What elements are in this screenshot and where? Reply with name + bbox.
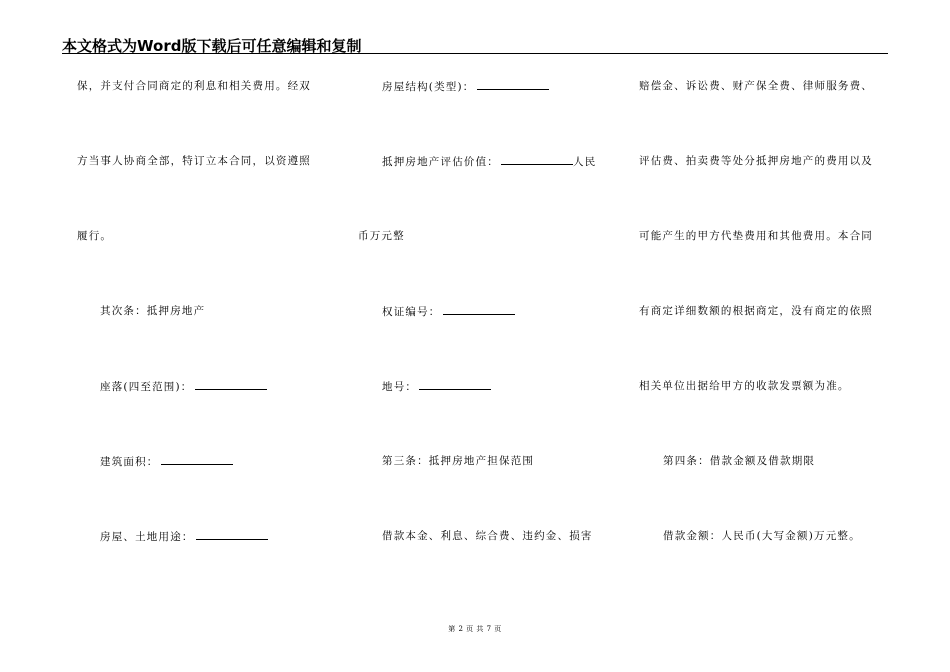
col1-line-6 <box>100 454 233 469</box>
line-text: 地号： <box>382 381 418 393</box>
line-text: 履行。 <box>77 230 113 242</box>
col2-line-6 <box>382 454 534 468</box>
document-header-title: 本文格式为Word版下载后可任意编辑和复制 <box>62 37 362 55</box>
col2-line-5 <box>382 379 491 394</box>
col2-line-2 <box>382 154 596 169</box>
fill-in-blank <box>196 529 268 540</box>
col3-line-5 <box>639 379 850 393</box>
col1-line-5 <box>100 379 267 394</box>
line-text: 保，并支付合同商定的利息和相关费用。经双 <box>77 80 311 92</box>
line-text: 权证编号： <box>382 306 441 318</box>
col2-line-1 <box>382 79 549 94</box>
line-text: 赔偿金、诉讼费、财产保全费、律师服务费、 <box>639 80 873 92</box>
line-text: 币万元整 <box>358 230 405 242</box>
col1-line-3 <box>77 229 112 243</box>
col1-line-4 <box>100 304 205 318</box>
line-text: 有商定详细数额的根据商定，没有商定的依照 <box>639 305 873 317</box>
line-text: 第四条：借款金额及借款期限 <box>663 455 816 467</box>
line-text: 借款本金、利息、综合费、违约金、损害 <box>382 530 593 542</box>
line-text: 房屋、土地用途： <box>100 531 194 543</box>
line-text: 其次条：抵押房地产 <box>100 305 206 317</box>
fill-in-blank <box>443 304 515 315</box>
fill-in-blank <box>161 454 233 465</box>
line-text: 可能产生的甲方代垫费用和其他费用。本合同 <box>639 230 873 242</box>
page-number: 第 2 页 共 7 页 <box>448 625 502 633</box>
col3-line-1 <box>639 79 873 93</box>
col2-line-3 <box>358 229 405 243</box>
col3-line-6 <box>663 454 815 468</box>
col3-line-4 <box>639 304 873 318</box>
header-divider <box>62 53 888 54</box>
col1-line-7 <box>100 529 268 544</box>
fill-in-blank <box>195 379 267 390</box>
line-text: 抵押房地产评估价值： <box>382 156 499 168</box>
col1-line-2 <box>77 154 311 168</box>
fill-in-blank <box>477 79 549 90</box>
line-suffix: 人民 <box>573 156 597 168</box>
line-text: 房屋结构(类型)： <box>382 81 475 93</box>
line-text: 评估费、拍卖费等处分抵押房地产的费用以及 <box>639 155 873 167</box>
col3-line-2 <box>639 154 873 168</box>
line-text: 借款金额：人民币(大写金额)万元整。 <box>663 530 861 542</box>
col2-line-7 <box>382 529 593 543</box>
line-text: 第三条：抵押房地产担保范围 <box>382 455 535 467</box>
fill-in-blank <box>419 379 491 390</box>
col3-line-7 <box>663 529 861 543</box>
line-text: 方当事人协商全部，特订立本合同，以资遵照 <box>77 155 311 167</box>
line-text: 建筑面积： <box>100 456 159 468</box>
col1-line-1 <box>77 79 311 93</box>
fill-in-blank <box>501 154 573 165</box>
col3-line-3 <box>639 229 873 243</box>
line-text: 座落(四至范围)： <box>100 381 193 393</box>
line-text: 相关单位出据给甲方的收款发票额为准。 <box>639 380 850 392</box>
col2-line-4 <box>382 304 515 319</box>
